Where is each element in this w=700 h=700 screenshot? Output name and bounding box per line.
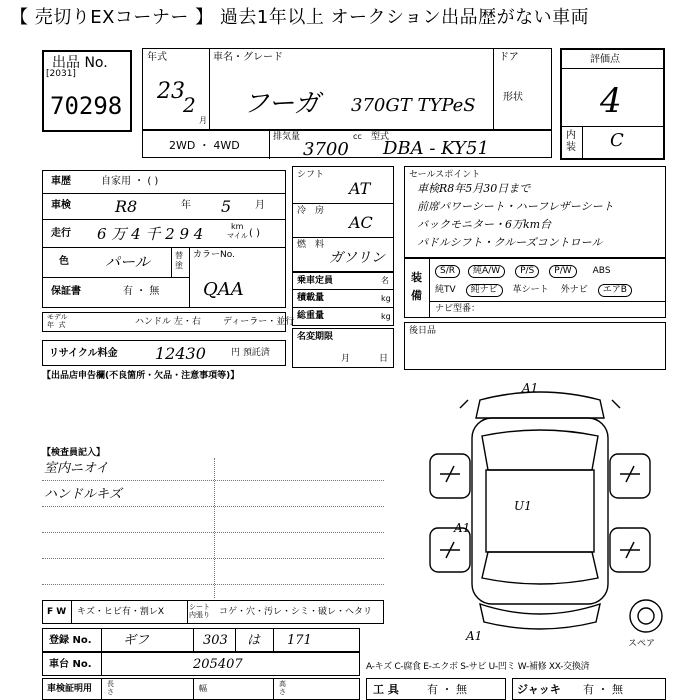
model-year-label: モデル 年 式 <box>47 313 68 329</box>
capacity-unit: 名 <box>381 276 389 285</box>
page-title: 【 売切りEXコーナー 】 過去1年以上 オークション出品歴がない車両 <box>10 7 590 28</box>
aircon-value: AC <box>349 213 373 232</box>
sales-points-box <box>404 166 666 258</box>
registration-number: 171 <box>287 633 312 648</box>
equip-abs: ABS <box>592 266 611 276</box>
displacement-value: 3700 <box>303 139 349 160</box>
repaint-label: 替 塗 <box>175 251 183 271</box>
fw-label: F W <box>47 607 67 617</box>
score-value: 4 <box>600 81 622 121</box>
jack-box <box>512 678 666 700</box>
door-label: ドア <box>499 52 519 63</box>
inspection-year-label: 年 <box>181 200 191 211</box>
seller-notes-label: 【出品店申告欄(不良箇所・欠品・注意事項等)】 <box>42 371 240 381</box>
tools-label: 工 具 <box>373 683 399 696</box>
sales-point-1: 車検R8年5月30日まで <box>417 182 531 195</box>
mark-front: A1 <box>522 381 539 395</box>
score-label: 評価点 <box>590 54 620 65</box>
color-no-label: カラーNo. <box>193 250 235 260</box>
capacity-label: 乗車定員 <box>297 276 334 286</box>
chassis-label: 車台 No. <box>49 659 92 670</box>
details-mid <box>292 166 394 326</box>
inspector-area <box>42 458 384 598</box>
mileage-paren: ( ) <box>249 228 260 239</box>
recycle-label: リサイクル料金 <box>49 348 118 359</box>
mark-left: A1 <box>454 521 471 535</box>
handle-label: ハンドル 左・右 <box>135 317 201 327</box>
car-diagram <box>410 378 670 648</box>
dealer-label: ディーラー・並行 <box>223 317 295 327</box>
color-label: 色 <box>59 256 69 267</box>
chassis-row <box>42 652 360 676</box>
mileage-unit-mile: マイル <box>227 232 248 240</box>
lot-code: [2031] <box>46 69 76 79</box>
year-month: 2 <box>183 93 196 117</box>
drive-label: 2WD ・ 4WD <box>169 139 240 152</box>
registration-class: 303 <box>203 633 228 648</box>
shape-label: 形状 <box>503 92 523 103</box>
spare-label: スペア <box>628 639 656 649</box>
total-weight-unit: kg <box>381 312 391 321</box>
reg-cert-length: 長 さ <box>107 680 114 697</box>
lot-box <box>42 50 132 132</box>
sales-point-2: 前席パワーシート・ハーフレザーシート <box>417 200 614 213</box>
registration-label: 登録 No. <box>49 635 92 646</box>
equip-ps: P/S <box>515 265 539 278</box>
inspection-label: 車検 <box>51 200 71 211</box>
lot-label: 出品 No. <box>52 55 108 71</box>
sales-points-label: セールスポイント <box>409 170 481 180</box>
damage-legend: A-キズ C-腐食 E-エクボ S-サビ U-凹ミ W-補修 XX-交換済 <box>366 662 590 672</box>
equip-sr: S/R <box>435 265 460 278</box>
name-change-month: 月 <box>341 354 351 364</box>
name-change-box <box>292 328 394 368</box>
model-value: DBA - KY51 <box>383 138 489 159</box>
inspector-line-2: ハンドルキズ <box>44 487 122 502</box>
equip-tv: 純TV <box>435 285 456 295</box>
top-main-box <box>142 48 552 130</box>
navi-label: ナビ型番： <box>435 304 481 314</box>
spec-row <box>142 130 552 158</box>
registration-row <box>42 628 360 652</box>
warranty-label: 保証書 <box>51 286 81 297</box>
equip-pw: P/W <box>549 265 576 278</box>
equip-aw: 純A/W <box>468 265 505 278</box>
name-change-day: 日 <box>379 354 389 364</box>
equipment-row1 <box>435 265 611 278</box>
registration-kana: は <box>247 633 261 648</box>
car-name-value: フーガ <box>243 89 320 119</box>
equip-airbag: エアB <box>598 284 632 297</box>
equip-ext-navi: 外ナビ <box>560 285 588 295</box>
inspector-label: 【検査員記入】 <box>42 448 106 458</box>
fw-text: キズ・ヒビ有・割レX <box>77 607 164 617</box>
equipment-box <box>404 258 666 318</box>
registration-place: ギフ <box>123 633 150 648</box>
fuel-value: ガソリン <box>329 250 385 266</box>
car-name-label: 車名・グレード <box>213 52 283 63</box>
shift-value: AT <box>349 179 371 198</box>
tools-box <box>366 678 506 700</box>
chassis-value: 205407 <box>193 657 243 672</box>
color-value: パール <box>105 253 150 271</box>
mark-rear: A1 <box>466 629 483 643</box>
sales-point-3: バックモニター・6万km台 <box>417 218 552 231</box>
car-outline-icon <box>410 378 670 648</box>
aircon-label: 冷 房 <box>297 206 325 216</box>
inspection-month: 5 <box>221 197 232 216</box>
header-bar <box>0 0 700 36</box>
load-label: 積載量 <box>297 293 325 303</box>
jack-value: 有 ・ 無 <box>583 683 623 696</box>
reg-cert-row <box>42 678 360 700</box>
recycle-row <box>42 340 286 366</box>
recycle-unit: 円 預託済 <box>231 348 270 358</box>
seat-label: シート 内張り <box>189 603 210 620</box>
equipment-row2 <box>435 284 632 297</box>
car-grade-value: 370GT TYPeS <box>351 95 476 116</box>
interior-value: C <box>610 130 624 151</box>
mileage-unit-km: km <box>231 222 244 231</box>
equipment-label: 装 備 <box>411 271 422 302</box>
displacement-label: 排気量 <box>273 132 301 142</box>
reg-cert-label: 車検証明用 <box>47 684 93 694</box>
mileage-value: 6 万 4 千 2 9 4 <box>97 225 204 243</box>
history-label: 車歴 <box>51 176 71 187</box>
inspection-month-label: 月 <box>255 200 265 211</box>
mileage-label: 走行 <box>51 228 71 239</box>
inspector-line-1: 室内ニオイ <box>44 461 109 476</box>
year-month-suffix: 月 <box>199 116 207 125</box>
warranty-value: 有 ・ 無 <box>123 286 160 297</box>
sales-point-4: パドルシフト・クルーズコントロール <box>417 236 603 249</box>
seat-text: コゲ・穴・汚レ・シミ・破レ・へタリ <box>219 607 373 617</box>
fuel-label: 燃 料 <box>297 240 325 250</box>
load-unit: kg <box>381 294 391 303</box>
jack-label: ジャッキ <box>517 683 561 696</box>
lot-number: 70298 <box>50 92 123 120</box>
details-left <box>42 170 286 308</box>
history-value: 自家用 ・ ( ) <box>101 176 159 187</box>
reg-cert-width: 幅 <box>199 684 207 693</box>
equip-leather: 革シート <box>512 285 549 295</box>
color-no-value: QAA <box>203 279 244 300</box>
mark-roof: U1 <box>514 499 532 513</box>
model-label: 型式 <box>371 132 390 142</box>
interior-label: 内 装 <box>566 130 576 153</box>
after-day-label: 後日品 <box>409 326 437 336</box>
reg-cert-height: 高 さ <box>279 680 286 697</box>
tools-value: 有 ・ 無 <box>427 683 467 696</box>
fw-row <box>42 600 384 624</box>
recycle-value: 12430 <box>155 344 206 363</box>
year-value: 23 <box>157 79 185 104</box>
inspection-era: R8 <box>115 197 138 216</box>
year-label: 年式 <box>147 52 167 63</box>
equip-navi: 純ナビ <box>466 284 503 297</box>
displacement-unit: cc <box>353 132 362 141</box>
after-day-box <box>404 322 666 370</box>
total-weight-label: 総重量 <box>297 311 325 321</box>
score-box <box>560 48 665 160</box>
name-change-label: 名変期限 <box>297 332 334 342</box>
shift-label: シフト <box>297 170 325 180</box>
model-year-row <box>42 312 295 332</box>
